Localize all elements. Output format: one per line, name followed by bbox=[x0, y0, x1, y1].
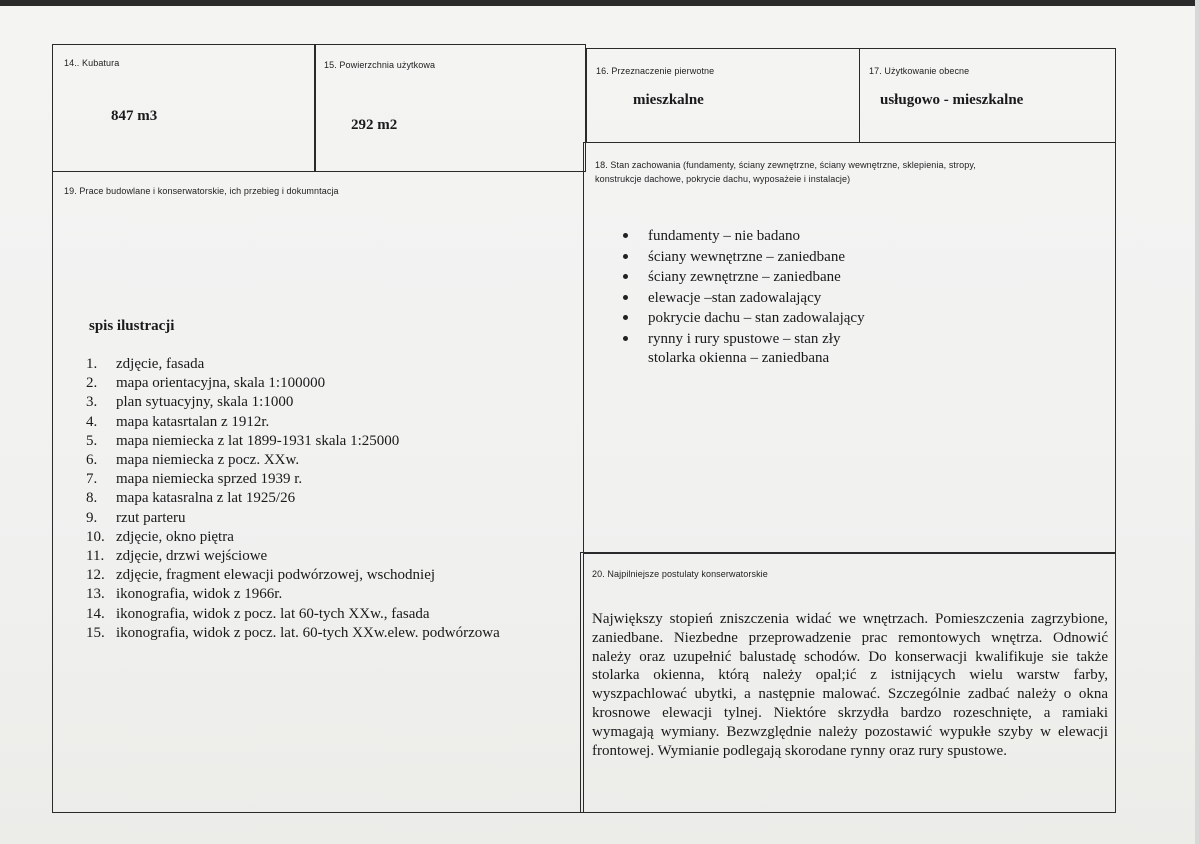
przeznaczenie-label: 16. Przeznaczenie pierwotne bbox=[596, 66, 715, 76]
list-item: 6. mapa niemiecka z pocz. XXw. bbox=[86, 452, 300, 469]
przeznaczenie-value: mieszkalne bbox=[633, 92, 704, 108]
list-item: 3. plan sytuacyjny, skala 1:1000 bbox=[86, 394, 294, 411]
scan-edge-right bbox=[1195, 0, 1199, 844]
list-item: 2. mapa orientacyjna, skala 1:100000 bbox=[86, 375, 326, 392]
stan-zachowania-continuation: stolarka okienna – zaniedbana bbox=[648, 350, 830, 366]
bullet-icon bbox=[623, 295, 628, 300]
list-item: 10. zdjęcie, okno piętra bbox=[86, 528, 234, 545]
scan-edge-shadow bbox=[0, 0, 1199, 6]
list-item: elewacje –stan zadowalający bbox=[615, 288, 865, 309]
list-item: 11. zdjęcie, drzwi wejściowe bbox=[86, 548, 268, 565]
kubatura-label: 14.. Kubatura bbox=[64, 58, 120, 68]
uzytkowanie-label: 17. Użytkowanie obecne bbox=[869, 66, 970, 76]
stan-zachowania-label-line1: 18. Stan zachowania (fundamenty, ściany zewnętrzne, ściany wewnętrzne, sklepienia, stropy, bbox=[595, 160, 976, 170]
bullet-icon bbox=[623, 315, 628, 320]
list-item: 9. rzut parteru bbox=[86, 509, 186, 526]
list-item: 8. mapa katasralna z lat 1925/26 bbox=[86, 490, 296, 507]
bullet-icon bbox=[623, 274, 628, 279]
bullet-icon bbox=[623, 254, 628, 259]
spis-ilustracji-title: spis ilustracji bbox=[89, 318, 175, 334]
powierzchnia-value: 292 m2 bbox=[351, 117, 398, 133]
stan-zachowania-label-line2: konstrukcje dachowe, pokrycie dachu, wyposażeie i instalacje) bbox=[595, 174, 851, 184]
list-item: ściany zewnętrzne – zaniedbane bbox=[615, 267, 865, 288]
uzytkowanie-value: usługowo - mieszkalne bbox=[880, 92, 1024, 108]
bullet-icon bbox=[623, 336, 628, 341]
list-item: rynny i rury spustowe – stan zły bbox=[615, 329, 865, 350]
list-item: fundamenty – nie badano bbox=[615, 226, 865, 247]
list-item: 7. mapa niemiecka sprzed 1939 r. bbox=[86, 471, 303, 488]
kubatura-value: 847 m3 bbox=[111, 108, 158, 124]
przeznaczenie-cell bbox=[586, 48, 860, 143]
postulaty-label: 20. Najpilniejsze postulaty konserwatorskie bbox=[592, 569, 768, 579]
list-item: 4. mapa katasrtalan z 1912r. bbox=[86, 413, 270, 430]
list-item: 12. zdjęcie, fragment elewacji podwórzowej, wschodniej bbox=[86, 567, 436, 584]
bullet-icon bbox=[623, 233, 628, 238]
list-item: pokrycie dachu – stan zadowalający bbox=[615, 308, 865, 329]
spis-ilustracji-list bbox=[58, 355, 500, 643]
list-item: ściany wewnętrzne – zaniedbane bbox=[615, 247, 865, 268]
prace-budowlane-label: 19. Prace budowlane i konserwatorskie, ich przebieg i dokumntacja bbox=[64, 186, 339, 196]
postulaty-text: Największy stopień zniszczenia widać we wnętrzach. Pomieszczenia zagrzybione, zaniedbane. Niezbedne przeprowadzenie prac remontowych wnętrza. Odnowić należy oraz uzupełnić balustadę schodów. Do konserwacji kwalifikuje sie także stolarka okienna, którą należy opal;ić z istnijących wielu warstw farby, wyszpachlować ubytki, a następnie malować. Szczególnie zadbać należy o okna krosnowe elewacji tylnej. Niektóre skrzydła bardzo rozeschnięte, a ramiaki wymagają wymiany. Bezwzględnie należy pozostawić wypukłe szyby w elewacji frontowej. Wymianie podlegają skorodane rynny oraz rury spustowe. bbox=[592, 611, 1108, 759]
list-item: 15. ikonografia, widok z pocz. lat. 60-tych XXw.elew. podwórzowa bbox=[86, 624, 500, 641]
list-item: 14. ikonografia, widok z pocz. lat 60-tych XXw., fasada bbox=[86, 605, 430, 622]
list-item: 1. zdjęcie, fasada bbox=[86, 356, 205, 372]
list-item: 13. ikonografia, widok z 1966r. bbox=[86, 586, 283, 603]
powierzchnia-label: 15. Powierzchnia użytkowa bbox=[324, 60, 436, 70]
list-item: 5. mapa niemiecka z lat 1899-1931 skala 1:25000 bbox=[86, 432, 400, 449]
stan-zachowania-list bbox=[615, 226, 865, 349]
